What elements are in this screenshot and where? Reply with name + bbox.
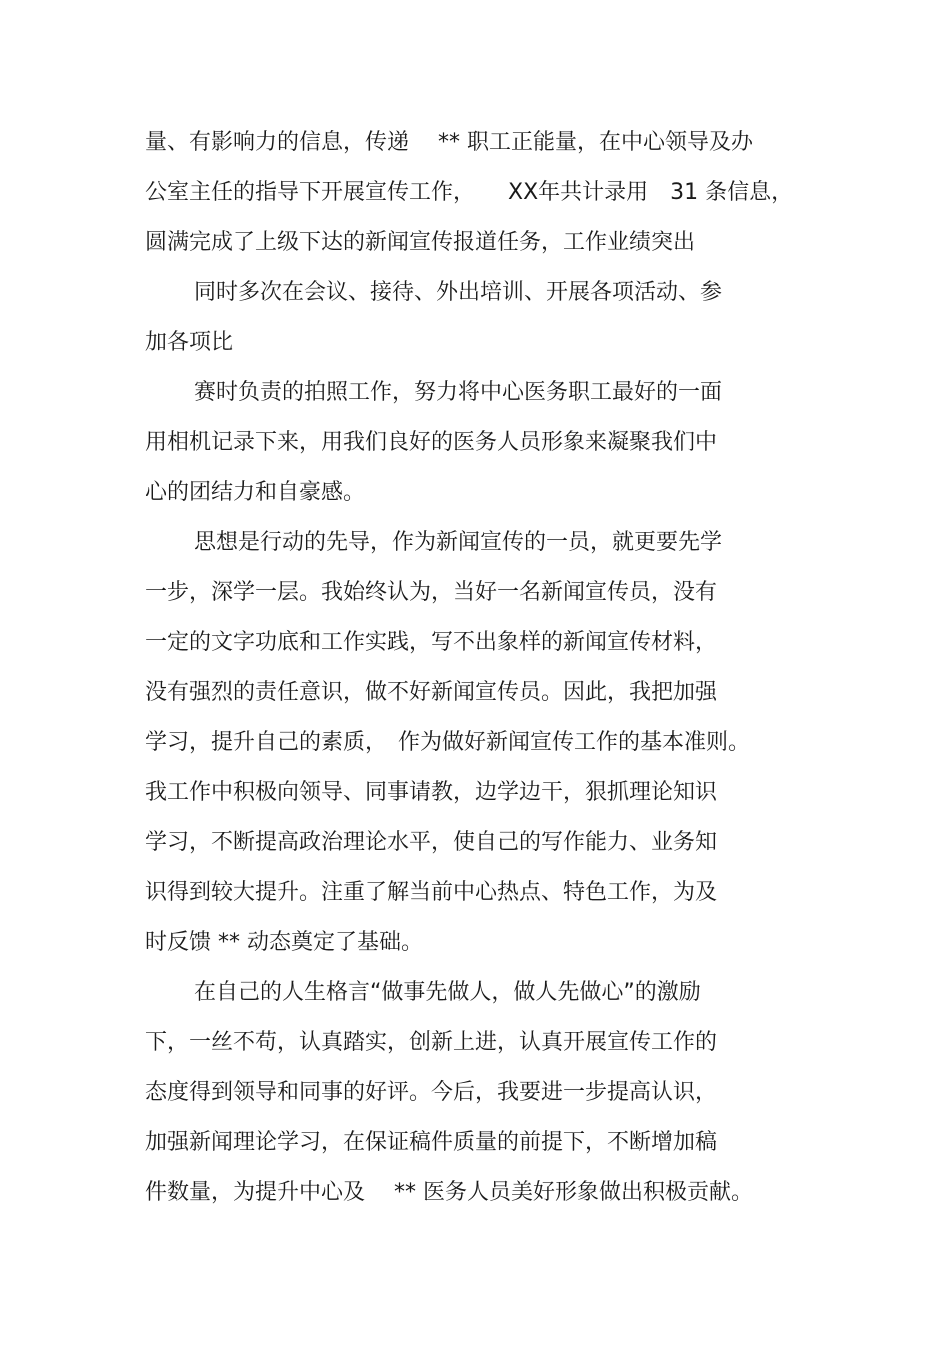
text-line: 学习，提升自己的素质， 作为做好新闻宣传工作的基本准则。 — [145, 730, 751, 755]
text-line: 量、有影响力的信息，传递 ** 职工正能量，在中心领导及办 — [145, 130, 753, 155]
text-line: 没有强烈的责任意识，做不好新闻宣传员。因此，我把加强 — [145, 680, 718, 705]
paragraph-start-line: 在自己的人生格言“做事先做人，做人先做心”的激励 — [194, 980, 701, 1005]
text-line: 件数量，为提升中心及 ** 医务人员美好形象做出积极贡献。 — [145, 1180, 753, 1205]
text-line: 加各项比 — [145, 330, 234, 355]
paragraph-start-line: 思想是行动的先导，作为新闻宣传的一员，就更要先学 — [194, 530, 723, 555]
text-line: 心的团结力和自豪感。 — [145, 480, 366, 505]
text-line: 一步，深学一层。我始终认为，当好一名新闻宣传员，没有 — [145, 580, 718, 605]
paragraph-start-line: 同时多次在会议、接待、外出培训、开展各项活动、参 — [194, 280, 723, 305]
text-line: 下，一丝不苟，认真踏实，创新上进，认真开展宣传工作的 — [145, 1030, 718, 1055]
text-line: 一定的文字功底和工作实践，写不出象样的新闻宣传材料， — [145, 630, 718, 655]
text-line: 公室主任的指导下开展宣传工作， XX年共计录用 31 条信息， — [145, 180, 794, 205]
text-line: 时反馈 ** 动态奠定了基础。 — [145, 930, 423, 955]
text-line: 学习，不断提高政治理论水平，使自己的写作能力、业务知 — [145, 830, 718, 855]
text-line: 圆满完成了上级下达的新闻宣传报道任务，工作业绩突出 — [145, 230, 696, 255]
text-line: 态度得到领导和同事的好评。今后，我要进一步提高认识， — [145, 1080, 718, 1105]
text-line: 加强新闻理论学习，在保证稿件质量的前提下，不断增加稿 — [145, 1130, 718, 1155]
text-line: 我工作中积极向领导、同事请教，边学边干，狠抓理论知识 — [145, 780, 718, 805]
text-line: 用相机记录下来，用我们良好的医务人员形象来凝聚我们中 — [145, 430, 718, 455]
paragraph-start-line: 赛时负责的拍照工作，努力将中心医务职工最好的一面 — [194, 380, 723, 405]
text-line: 识得到较大提升。注重了解当前中心热点、特色工作，为及 — [145, 880, 718, 905]
